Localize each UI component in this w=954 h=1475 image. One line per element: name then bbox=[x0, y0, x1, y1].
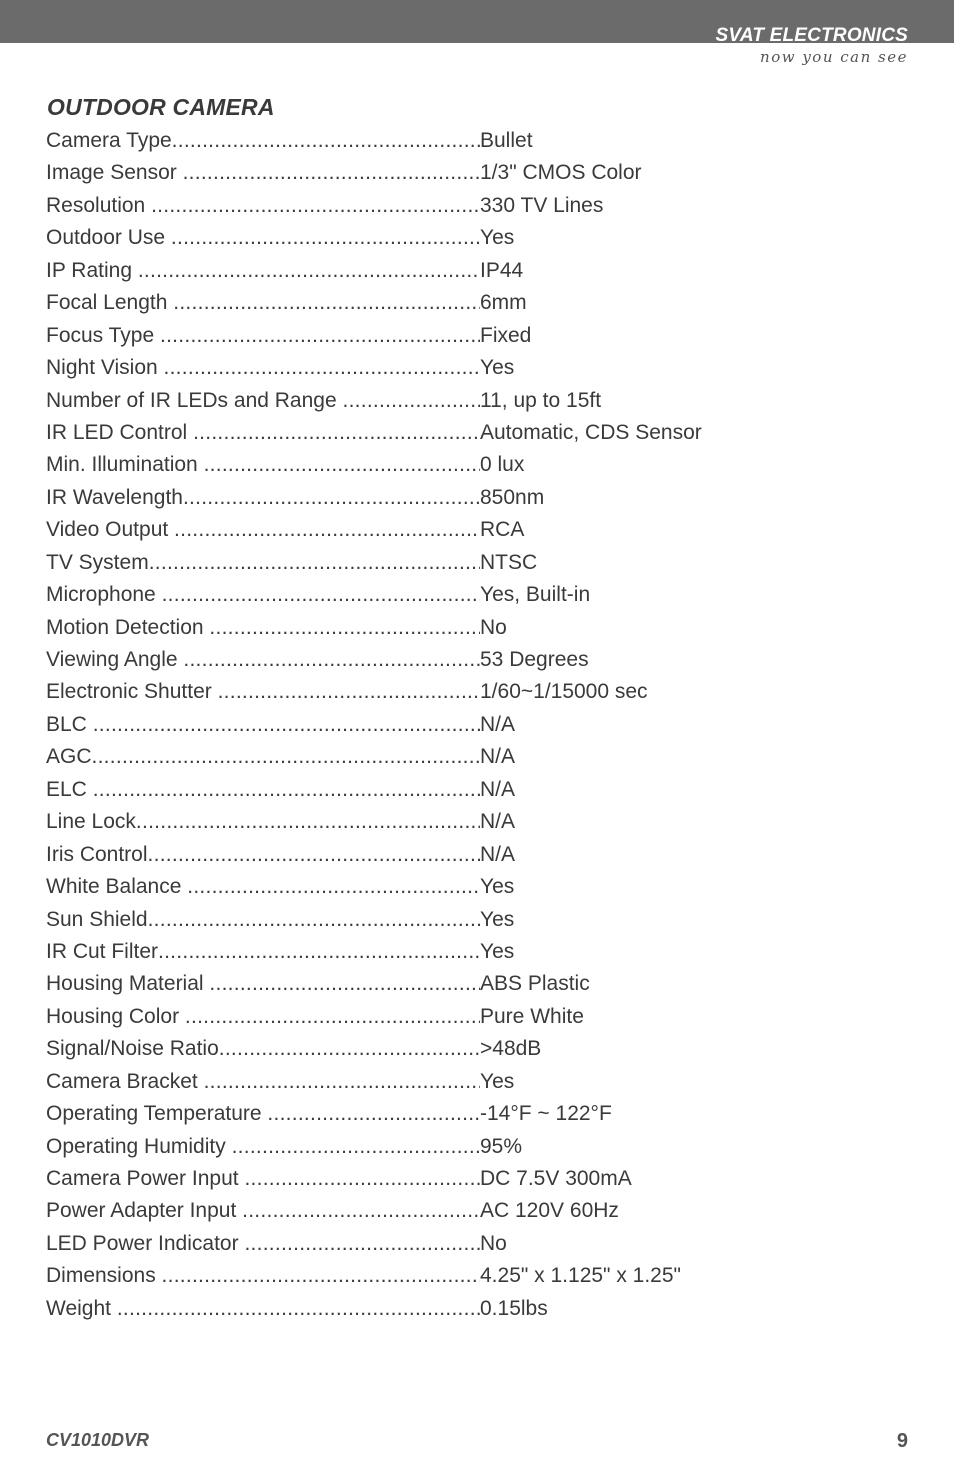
spec-row bbox=[46, 579, 806, 611]
spec-label: Signal/Noise Ratio ..... bbox=[46, 1033, 480, 1065]
spec-value: >48dB bbox=[480, 1037, 542, 1061]
spec-value: 1/60~1/15000 sec bbox=[480, 680, 648, 704]
spec-row bbox=[46, 839, 806, 871]
spec-label: Camera Power Input ..... bbox=[46, 1163, 480, 1195]
spec-value: Yes, Built-in bbox=[480, 583, 591, 607]
spec-label: LED Power Indicator ..... bbox=[46, 1228, 480, 1260]
spec-row bbox=[46, 514, 806, 546]
spec-value: Fixed bbox=[480, 323, 532, 347]
spec-label: Number of IR LEDs and Range ..... bbox=[46, 385, 480, 417]
spec-label: Image Sensor ..... bbox=[46, 157, 480, 189]
spec-value: No bbox=[480, 615, 507, 639]
spec-row bbox=[46, 1228, 806, 1260]
brand-tagline: now you can see bbox=[760, 48, 908, 66]
spec-row bbox=[46, 385, 806, 417]
spec-row bbox=[46, 352, 806, 384]
spec-label: TV System ..... bbox=[46, 547, 480, 579]
spec-label: Sun Shield ..... bbox=[46, 904, 480, 936]
spec-row bbox=[46, 644, 806, 676]
page-number: 9 bbox=[896, 1430, 908, 1452]
spec-row bbox=[46, 1260, 806, 1292]
spec-label: Min. Illumination ..... bbox=[46, 449, 480, 481]
spec-value: No bbox=[480, 1231, 507, 1255]
spec-label: Microphone ..... bbox=[46, 579, 480, 611]
spec-label: IR Cut Filter ..... bbox=[46, 936, 480, 968]
spec-row bbox=[46, 320, 806, 352]
footer-model-name: CV1010DVR bbox=[46, 1430, 150, 1450]
spec-value: IP44 bbox=[480, 258, 524, 282]
spec-row bbox=[46, 1001, 806, 1033]
spec-value: N/A bbox=[480, 810, 516, 834]
spec-row bbox=[46, 449, 806, 481]
spec-row bbox=[46, 1163, 806, 1195]
spec-label: Operating Temperature ..... bbox=[46, 1098, 480, 1130]
spec-row bbox=[46, 936, 806, 968]
spec-label: ELC ..... bbox=[46, 774, 480, 806]
section-title: OUTDOOR CAMERA bbox=[47, 94, 275, 120]
spec-label: Focal Length ..... bbox=[46, 287, 480, 319]
spec-value: 1/3" CMOS Color bbox=[480, 161, 642, 185]
spec-row bbox=[46, 1195, 806, 1227]
spec-label: Line Lock ..... bbox=[46, 806, 480, 838]
spec-label: IP Rating ..... bbox=[46, 255, 480, 287]
spec-label: Iris Control ..... bbox=[46, 839, 480, 871]
spec-label: Video Output ..... bbox=[46, 514, 480, 546]
spec-label: IR LED Control ..... bbox=[46, 417, 480, 449]
brand-name: SVAT ELECTRONICS bbox=[715, 25, 908, 46]
spec-label: IR Wavelength ..... bbox=[46, 482, 480, 514]
spec-row bbox=[46, 417, 806, 449]
spec-row bbox=[46, 190, 806, 222]
spec-label: Focus Type ..... bbox=[46, 320, 480, 352]
spec-list bbox=[46, 125, 806, 1325]
spec-label: Viewing Angle ..... bbox=[46, 644, 480, 676]
spec-row bbox=[46, 741, 806, 773]
spec-value: 0 lux bbox=[480, 453, 525, 477]
spec-value: 330 TV Lines bbox=[480, 193, 604, 217]
spec-label: Operating Humidity ..... bbox=[46, 1131, 480, 1163]
spec-row bbox=[46, 612, 806, 644]
spec-label: BLC ..... bbox=[46, 709, 480, 741]
spec-row bbox=[46, 157, 806, 189]
spec-row bbox=[46, 871, 806, 903]
spec-label: Motion Detection ..... bbox=[46, 612, 480, 644]
spec-label: Housing Material ..... bbox=[46, 968, 480, 1000]
spec-value: 53 Degrees bbox=[480, 648, 589, 671]
spec-row bbox=[46, 709, 806, 741]
spec-label: AGC ..... bbox=[46, 741, 480, 773]
spec-label: Housing Color ..... bbox=[46, 1001, 480, 1033]
spec-value: ABS Plastic bbox=[480, 972, 590, 996]
spec-label: Outdoor Use ..... bbox=[46, 222, 480, 254]
spec-value: Yes bbox=[480, 1069, 515, 1093]
spec-value: Yes bbox=[480, 939, 515, 963]
spec-row bbox=[46, 1293, 806, 1325]
spec-row bbox=[46, 125, 806, 157]
spec-value: 95% bbox=[480, 1134, 523, 1158]
spec-label: White Balance ..... bbox=[46, 871, 480, 903]
spec-label: Weight ..... bbox=[46, 1293, 480, 1325]
spec-row bbox=[46, 904, 806, 936]
spec-row bbox=[46, 1066, 806, 1098]
spec-label: Resolution ..... bbox=[46, 190, 480, 222]
spec-value: NTSC bbox=[480, 550, 538, 574]
spec-value: Yes bbox=[480, 226, 515, 250]
spec-row bbox=[46, 968, 806, 1000]
spec-row bbox=[46, 774, 806, 806]
spec-row bbox=[46, 806, 806, 838]
spec-value: RCA bbox=[480, 518, 525, 542]
spec-label: Dimensions ..... bbox=[46, 1260, 480, 1292]
spec-value: Yes bbox=[480, 356, 515, 380]
spec-row bbox=[46, 255, 806, 287]
spec-value: 850nm bbox=[480, 485, 545, 509]
spec-value: 4.25" x 1.125" x 1.25" bbox=[480, 1264, 681, 1288]
spec-value: N/A bbox=[480, 712, 516, 736]
spec-row bbox=[46, 1033, 806, 1065]
spec-value: 6mm bbox=[480, 291, 527, 315]
spec-row bbox=[46, 1131, 806, 1163]
spec-value: N/A bbox=[480, 745, 516, 769]
spec-value: Yes bbox=[480, 875, 515, 899]
spec-value: N/A bbox=[480, 777, 516, 801]
spec-label: Night Vision ..... bbox=[46, 352, 480, 384]
spec-row bbox=[46, 1098, 806, 1130]
spec-value: Bullet bbox=[480, 129, 533, 152]
spec-value: -14°F ~ 122°F bbox=[480, 1102, 612, 1126]
spec-label: Power Adapter Input ..... bbox=[46, 1195, 480, 1227]
spec-value: Automatic, CDS Sensor bbox=[480, 420, 702, 444]
spec-label: Camera Type ..... bbox=[46, 125, 480, 157]
spec-row bbox=[46, 547, 806, 579]
spec-label: Electronic Shutter ..... bbox=[46, 676, 480, 708]
spec-row bbox=[46, 676, 806, 708]
spec-value: N/A bbox=[480, 842, 516, 866]
spec-value: DC 7.5V 300mA bbox=[480, 1167, 632, 1190]
spec-value: 11, up to 15ft bbox=[480, 388, 602, 412]
spec-row bbox=[46, 222, 806, 254]
spec-label: Camera Bracket ..... bbox=[46, 1066, 480, 1098]
spec-row bbox=[46, 482, 806, 514]
spec-value: 0.15lbs bbox=[480, 1296, 548, 1320]
spec-row bbox=[46, 287, 806, 319]
spec-value: AC 120V 60Hz bbox=[480, 1199, 619, 1223]
spec-value: Pure White bbox=[480, 1004, 584, 1028]
spec-value: Yes bbox=[480, 907, 515, 931]
